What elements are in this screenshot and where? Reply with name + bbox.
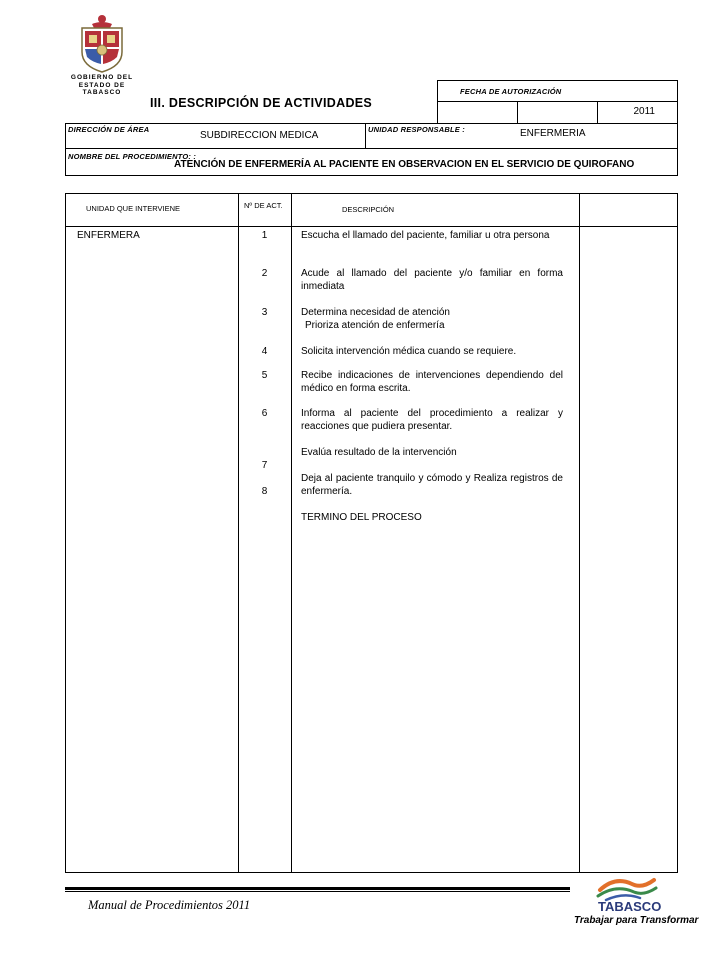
activity-number: 4 [261, 346, 268, 357]
procedimiento-value: ATENCIÓN DE ENFERMERÍA AL PACIENTE EN OBSERVACION EN EL SERVICIO DE QUIROFANO [174, 159, 635, 170]
logo-line-2: ESTADO DE [78, 81, 126, 89]
activity-description: Determina necesidad de atención [301, 307, 450, 318]
activity-description: Escucha el llamado del paciente, familiar u otra persona [301, 230, 550, 241]
direccion-cell [65, 123, 366, 149]
col-header-num: Nº DE ACT. [244, 201, 283, 210]
logo-line-1: GOBIERNO DEL [70, 74, 134, 81]
direccion-value: SUBDIRECCION MEDICA [200, 130, 319, 141]
activity-description: Deja al paciente tranquilo y cómodo y Realiza registros de enfermería. [301, 473, 563, 497]
activity-description: Prioriza atención de enfermería [305, 320, 445, 331]
activity-number: 6 [261, 408, 268, 419]
fecha-year-cell [597, 101, 678, 124]
activity-number: 2 [261, 268, 268, 279]
fecha-label-cell [437, 80, 678, 102]
col-header-desc: DESCRIPCIÓN [342, 205, 395, 214]
coat-of-arms-icon [66, 12, 138, 74]
unidad-responsable-cell [365, 123, 678, 149]
unidad-responsable-value: ENFERMERIA [520, 128, 586, 139]
activity-description: TERMINO DEL PROCESO [301, 512, 422, 523]
brand-swoosh-icon [570, 872, 682, 902]
activity-number: 3 [261, 307, 268, 318]
section-title: III. DESCRIPCIÓN DE ACTIVIDADES [150, 96, 373, 110]
activity-number: 8 [261, 486, 268, 497]
fecha-day-cell [437, 101, 518, 124]
col-header-unidad: UNIDAD QUE INTERVIENE [86, 204, 181, 213]
unidad-responsable-label: UNIDAD RESPONSABLE : [368, 125, 465, 134]
activity-description: Informa al paciente del procedimiento a realizar y reacciones que pudiera presentar. [301, 408, 563, 432]
fecha-label: FECHA DE AUTORIZACIÓN [460, 87, 562, 96]
procedimiento-label: NOMBRE DEL PROCEDIMIENTO: : [68, 152, 197, 161]
activity-description: Acude al llamado del paciente y/o familiar en forma inmediata [301, 268, 563, 292]
unidad-interviene: ENFERMERA [77, 230, 140, 241]
brand-slogan: Trabajar para Transformar [574, 914, 699, 926]
activity-number: 5 [261, 370, 268, 381]
activity-description: Evalúa resultado de la intervención [301, 447, 457, 458]
activities-table [65, 193, 678, 873]
procedimiento-cell [65, 148, 678, 176]
brand-name: TABASCO [598, 899, 662, 914]
footer-manual: Manual de Procedimientos 2011 [88, 898, 251, 912]
logo-line-3: TABASCO [82, 89, 122, 96]
activity-number: 1 [261, 230, 268, 241]
state-logo [66, 12, 138, 96]
footer-rule [65, 887, 570, 892]
activity-description: Recibe indicaciones de intervenciones dependiendo del médico en forma escrita. [301, 370, 563, 394]
activity-description: Solicita intervención médica cuando se requiere. [301, 346, 517, 357]
direccion-label: DIRECCIÓN DE ÁREA [68, 125, 150, 134]
tabasco-brand-logo [570, 872, 699, 934]
fecha-year: 2011 [633, 106, 655, 117]
fecha-month-cell [517, 101, 598, 124]
activity-number: 7 [261, 460, 268, 471]
